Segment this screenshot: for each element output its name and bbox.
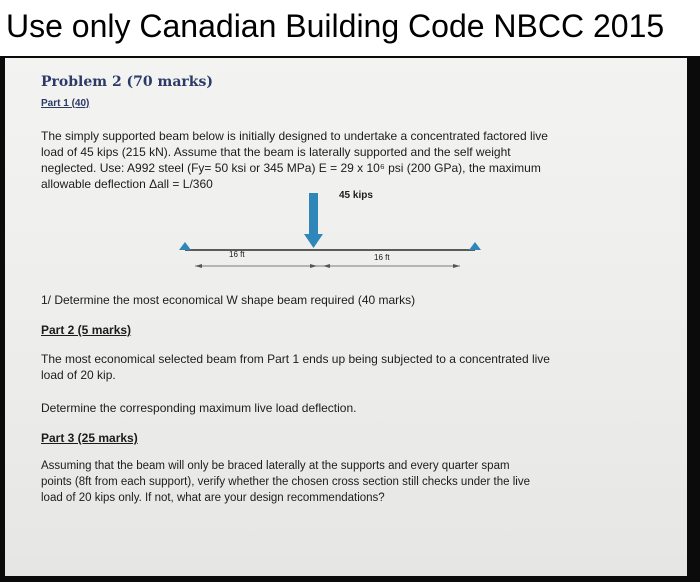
part2-question: Determine the corresponding maximum live load deflection. <box>41 401 357 415</box>
part3-line-3: load of 20 kips only. If not, what are your design recommendations? <box>41 492 385 504</box>
part3-line-1: Assuming that the beam will only be braced laterally at the supports and every quarter spam <box>41 460 510 472</box>
part1-line-4: allowable deflection Δall = L/360 <box>41 177 213 191</box>
part2-heading: Part 2 (5 marks) <box>41 323 132 337</box>
beam-diagram <box>5 58 687 288</box>
problem-title: Problem 2 (70 marks) <box>41 74 214 90</box>
right-support-icon <box>469 242 481 250</box>
part1-line-2: load of 45 kips (215 kN). Assume that the beam is laterally supported and the self weight <box>41 145 511 159</box>
part2-line-1: The most economical selected beam from Part 1 ends up being subjected to a concentrated live <box>41 352 550 366</box>
load-label: 45 kips <box>339 190 373 201</box>
part3-line-2: points (8ft from each support), verify whether the chosen cross section still checks under the live <box>41 476 530 488</box>
header-bar <box>0 0 700 56</box>
left-support-icon <box>179 242 191 250</box>
part1-heading: Part 1 (40) <box>41 98 90 109</box>
problem-sheet <box>5 58 687 576</box>
part1-line-1: The simply supported beam below is initially designed to undertake a concentrated factored live <box>41 129 548 143</box>
question-1: 1/ Determine the most economical W shape beam required (40 marks) <box>41 293 416 307</box>
load-arrow-head <box>304 234 323 248</box>
header-title: Use only Canadian Building Code NBCC 2015 <box>6 8 665 44</box>
part3-heading: Part 3 (25 marks) <box>41 431 138 445</box>
part2-line-2: load of 20 kip. <box>41 368 116 382</box>
load-arrow-shaft <box>309 193 318 235</box>
right-span-label: 16 ft <box>374 253 390 262</box>
left-span-label: 16 ft <box>229 250 245 259</box>
part1-line-3: neglected. Use: A992 steel (Fy= 50 ksi or 345 MPa) E = 29 x 10⁶ psi (200 GPa), the maximum <box>41 161 541 175</box>
